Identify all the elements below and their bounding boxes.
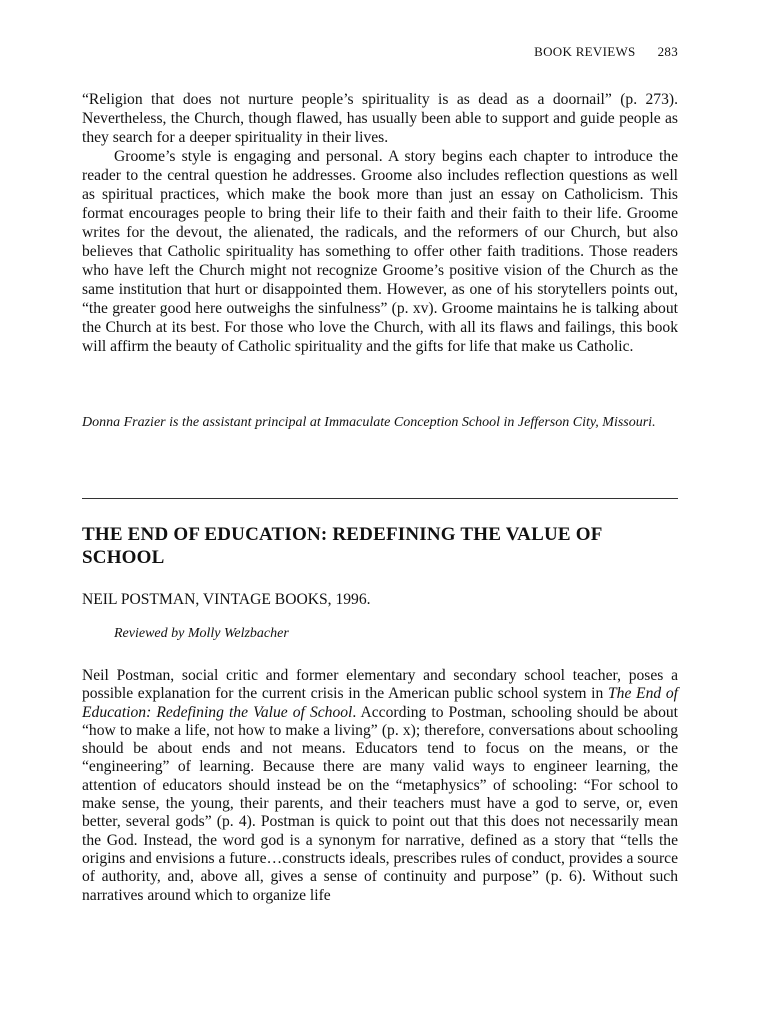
review-paragraph-1-start: Neil Postman, social critic and former elementary and secondary school teacher, poses a possible explanation for the current crisis in the American public school system in (82, 667, 678, 703)
running-head (534, 44, 678, 60)
reviewer-credit: Reviewed by Molly Welzbacher (114, 626, 289, 641)
book-info: NEIL POSTMAN, VINTAGE BOOKS, 1996. (82, 591, 371, 608)
review-book-title-inline: The End of Education: Redefining the Value of School (82, 685, 678, 721)
review-title: THE END OF EDUCATION: REDEFINING THE VALUE OF SCHOOL (82, 524, 602, 568)
running-head-section: BOOK REVIEWS (534, 44, 636, 59)
page-number: 283 (657, 44, 678, 59)
reviewer-bio: Donna Frazier is the assistant principal at Immaculate Conception School in Jefferson City, Missouri. (82, 415, 656, 430)
review-paragraph-1 (82, 667, 678, 905)
previous-review-paragraph-1: “Religion that does not nurture people’s spirituality is as dead as a doornail” (p. 273). Nevertheless, the Church, though flawed, has usually been able to support and guide people as they search for a deeper spirituality in their lives. (82, 91, 678, 146)
previous-review-paragraph-2: Groome’s style is engaging and personal. A story begins each chapter to introduce the reader to the central question he addresses. Groome also includes reflection questions as well as spiritual practices, which make the book more than just an essay on Catholicism. This format encourages people to bring their life to their faith and their faith to their life. Groome writes for the devout, the alienated, the radicals, and the reformers of our Church, but also believes that Catholic spirituality has something to offer other faith traditions. Those readers who have left the Church might not recognize Groome’s positive vision of the Church as the same institution that hurt or disappointed them. However, as one of his storytellers points out, “the greater good here outweighs the sinfulness” (p. xv). Groome maintains he is talking about the Church at its best. For those who love the Church, with all its flaws and failings, this book will affirm the beauty of Catholic spirituality and the gifts for life that make us Catholic. (82, 148, 678, 355)
review-paragraph-1-rest: . According to Postman, schooling should be about “how to make a life, not how to make a living” (p. x); therefore, conversations about schooling should be about ends and not means. Educators tend to focus on the means, or the “engineering” of learning. Because there are many valid ways to engineer learning, the attention of educators should instead be on the “metaphysics” of schooling: “For school to make sense, the young, their parents, and their teachers must have a god to serve, or, even better, several gods” (p. 4). Postman is quick to point out that this does not necessarily mean the God. Instead, the word god is a synonym for narrative, defined as a story that “tells the origins and envisions a future…constructs ideals, prescribes rules of conduct, provides a source of authority, and, above all, gives a sense of continuity and purpose” (p. 6). Without such narratives around which to organize life (82, 703, 678, 904)
section-divider (82, 498, 678, 499)
previous-review-body (82, 90, 678, 356)
review-body (82, 667, 678, 905)
